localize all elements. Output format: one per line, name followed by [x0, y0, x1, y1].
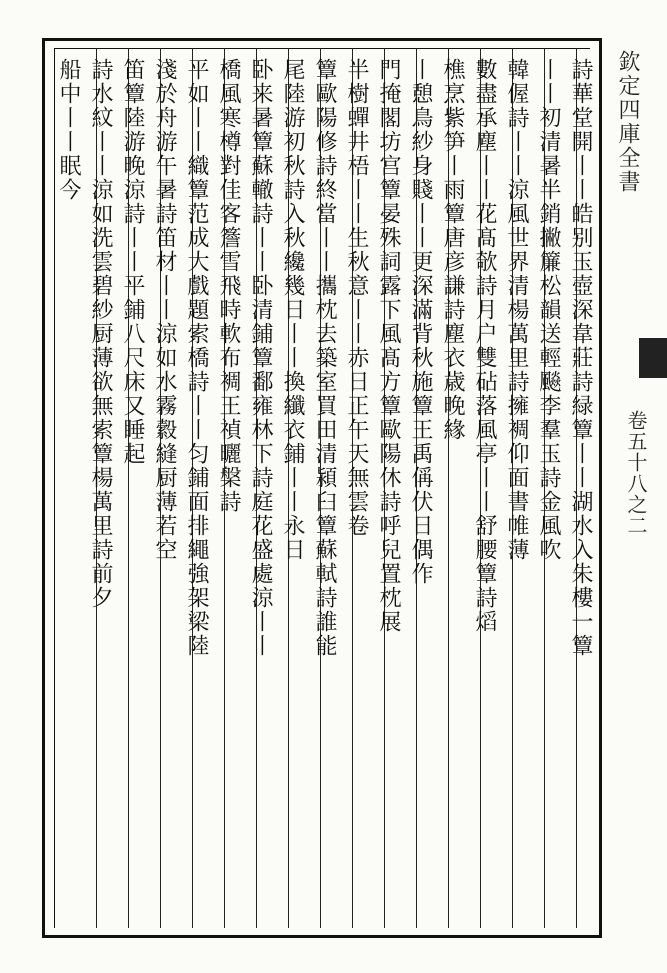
text-column: 韓偓詩丨丨涼風世界清楊萬里詩擁裯仰面書帷薄	[504, 58, 529, 562]
text-column: 橋風寒樽對佳客簷雪飛時軟布裯王禎曬槃詩	[216, 58, 241, 514]
text-column: 卧来暑簟蘇轍詩丨丨卧清鋪簟鄱雍林下詩庭花盛處涼丨丨	[248, 58, 273, 658]
text-column: 丨丨初清暑半銷撇簾松韻送輕飈李羣玉詩金風吹	[536, 58, 561, 562]
text-column: 丨憩鳥紗身賤丨丨更深滿背秋施簟王禹偁伏日偶作	[408, 58, 433, 586]
text-column: 門掩閣坊宫簟晏殊詞露下風髙方簟歐陽休詩呼兒置枕展	[376, 58, 401, 634]
text-column: 數盡承塵丨丨花髙欹詩月户雙砧落風亭丨丨舒腰簟詩熖	[472, 58, 497, 634]
juan-label: 卷五十八之二	[624, 410, 648, 536]
text-column: 尾陸游初秋詩入秋纔幾日丨丨換纖衣鋪丨丨永日	[280, 58, 305, 562]
text-column: 詩華堂開丨丨皓别玉壺深韋莊詩緑簟丨丨湖水入朱樓一簟	[568, 58, 593, 658]
binding-shadow	[639, 338, 667, 378]
running-title: 欽定四庫全書	[615, 50, 640, 194]
text-column: 船中丨丨眠今	[56, 58, 81, 202]
text-column: 半樹蟬井梧丨丨生秋意丨丨赤日正午天無雲卷	[344, 58, 369, 538]
text-column: 樵烹紫笋丨雨簟唐彦謙詩塵衣歳晚緣	[440, 58, 465, 442]
text-column: 笛簟陸游晚涼詩丨丨平鋪八尺床又睡起	[120, 58, 145, 466]
text-column: 簟歐陽修詩終當丨丨攜枕去築室買田清潁臼簟蘇軾詩誰能	[312, 58, 337, 658]
text-column: 淺於舟游午暑詩笛材丨丨涼如水霧縠縫厨薄若空	[152, 58, 177, 562]
text-column: 詩水紋丨丨涼如洗雲碧紗厨薄欲無索簟楊萬里詩前夕	[88, 58, 113, 610]
text-column: 平如丨丨織簟范成大戲題索橋詩丨丨匀鋪面排繩強架梁陸	[184, 58, 209, 658]
